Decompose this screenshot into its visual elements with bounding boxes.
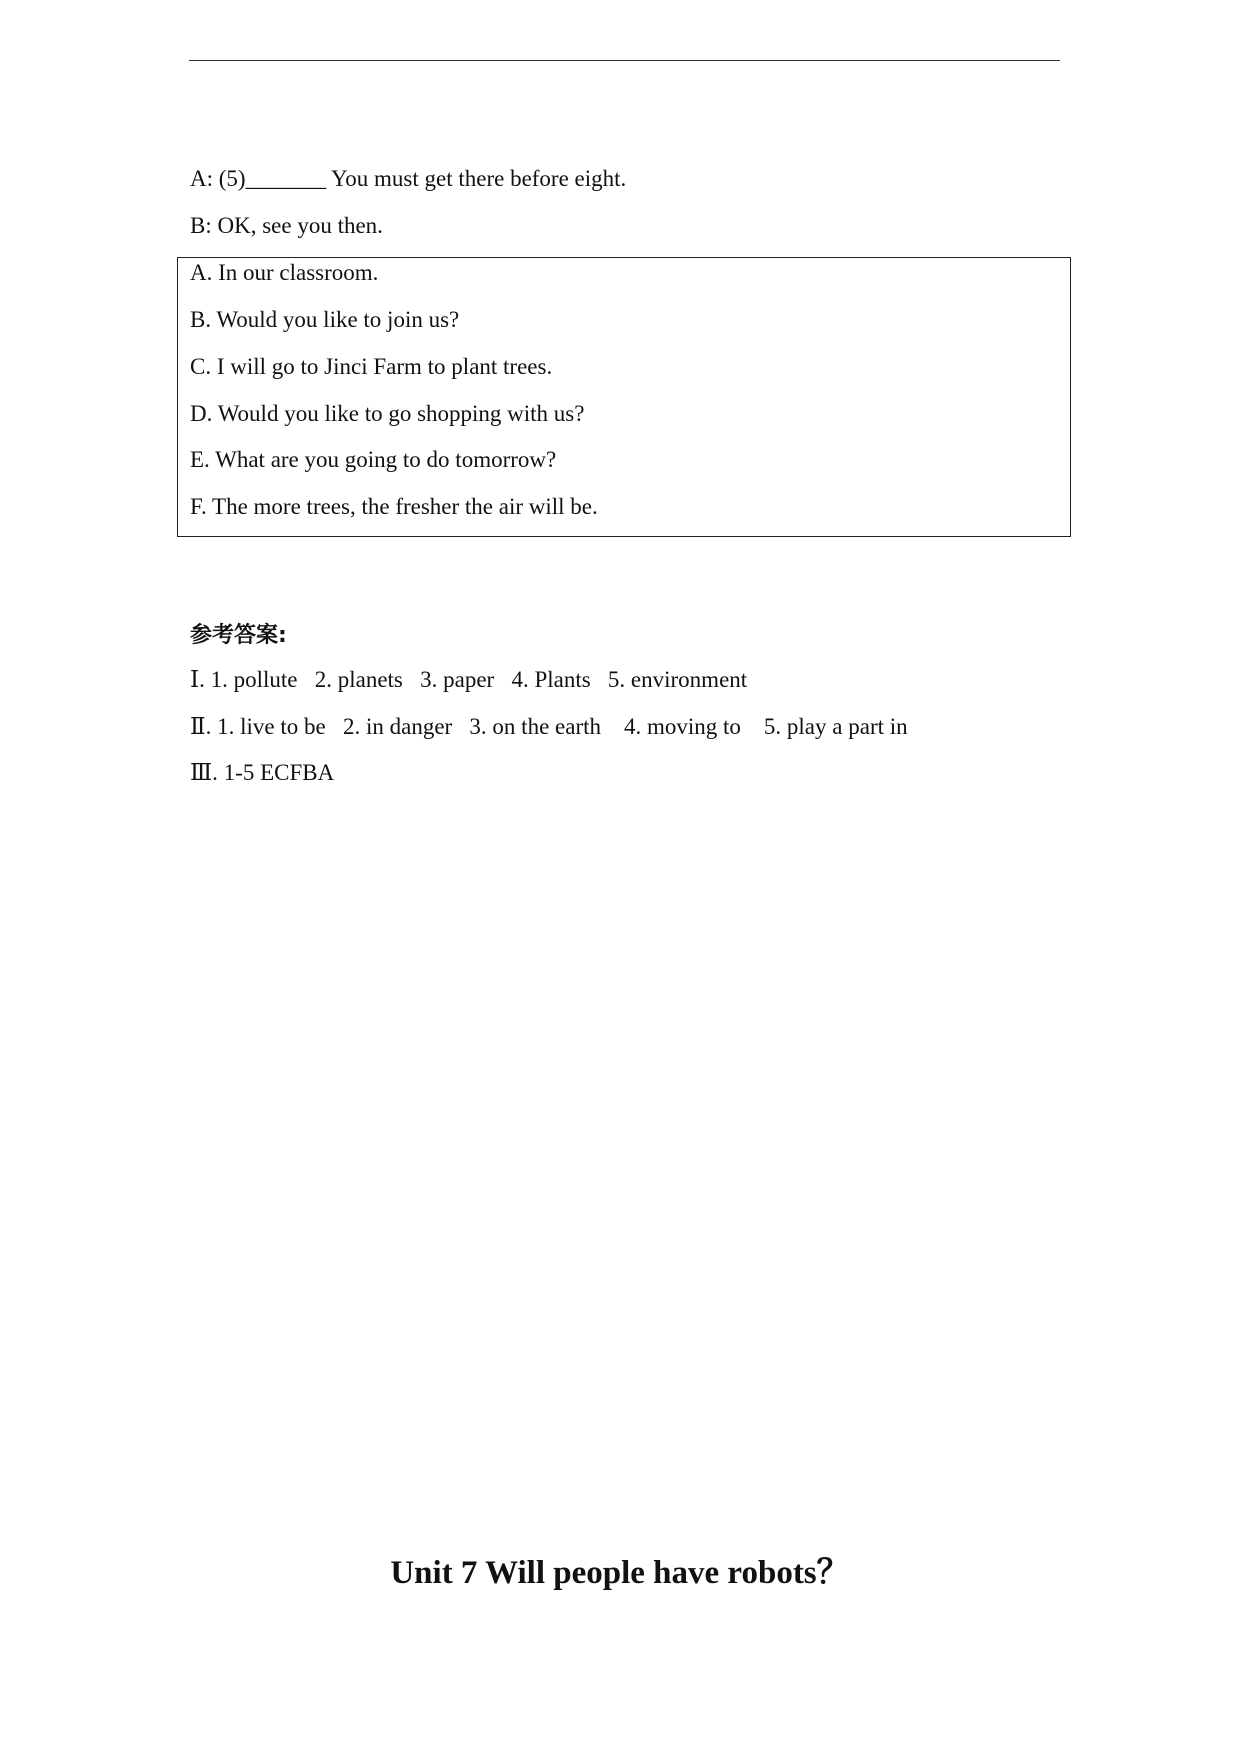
option-e: E. What are you going to do tomorrow? xyxy=(190,447,557,472)
answer-key-heading: 参考答案: xyxy=(190,623,287,648)
option-d: D. Would you like to go shopping with us? xyxy=(190,401,585,426)
option-c: C. I will go to Jinci Farm to plant trees. xyxy=(190,354,553,379)
option-a: A. In our classroom. xyxy=(190,260,379,285)
option-f: F. The more trees, the fresher the air will be. xyxy=(190,494,598,519)
dialogue-line-a: A: (5)_______ You must get there before eight. xyxy=(190,166,627,191)
dialogue-line-b: B: OK, see you then. xyxy=(190,213,383,238)
answer-part-3: Ⅲ. 1-5 ECFBA xyxy=(190,760,335,785)
answer-part-1: Ⅰ. 1. pollute 2. planets 3. paper 4. Plants 5. environment xyxy=(190,667,748,692)
unit-title: Unit 7 Will people have robots？ xyxy=(390,1555,850,1591)
options-box xyxy=(177,257,1071,537)
header-rule xyxy=(189,60,1060,61)
option-b: B. Would you like to join us? xyxy=(190,307,460,332)
answer-part-2: Ⅱ. 1. live to be 2. in danger 3. on the earth 4. moving to 5. play a part in xyxy=(190,714,908,739)
